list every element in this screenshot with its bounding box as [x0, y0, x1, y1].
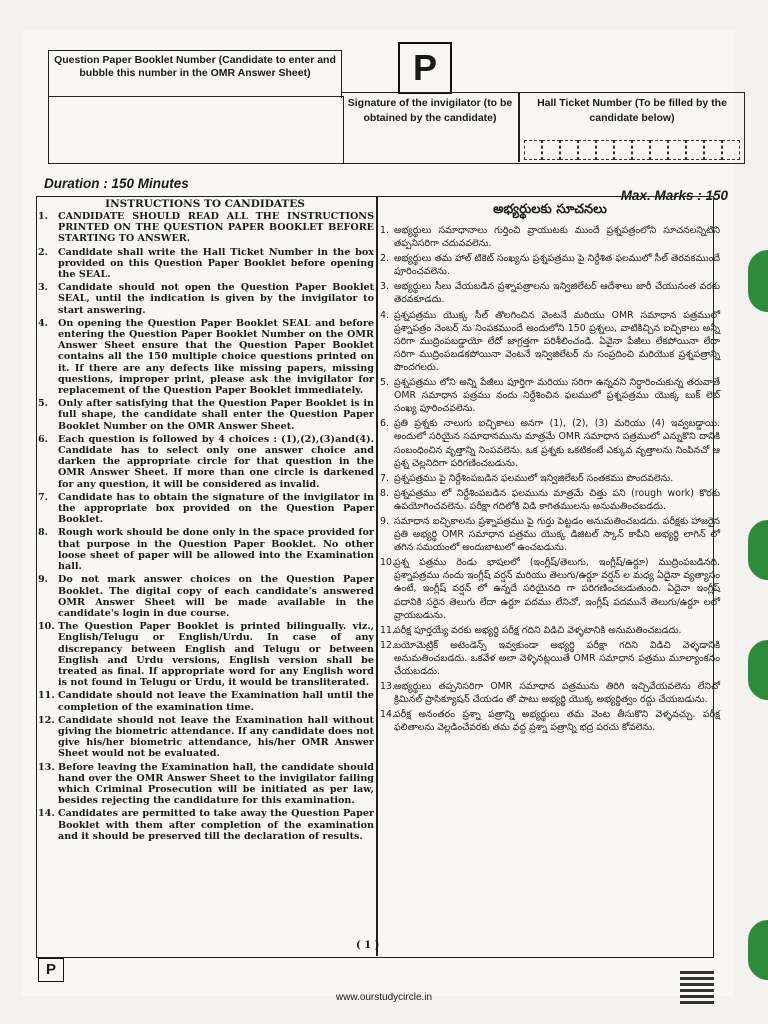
telugu-heading: అభ్యర్థులకు సూచనలు [493, 202, 607, 217]
item-number: 7. [380, 472, 389, 484]
item-number: 10. [38, 621, 55, 633]
telugu-instruction-item [380, 224, 720, 250]
item-text: Candidate has to obtain the signature of the invigilator in the appropriate box provided on the Question Paper Booklet. [58, 491, 374, 526]
column-divider [376, 196, 378, 956]
page-number: ( 1 ) [356, 940, 380, 951]
english-instruction-item [36, 398, 374, 432]
item-text: Candidate should not open the Question Paper Booklet SEAL, until the indication is given by the invigilator to start answering. [58, 282, 374, 316]
english-instruction-item [36, 527, 374, 572]
telugu-instruction-item [380, 680, 720, 706]
digit-box[interactable] [668, 140, 686, 160]
item-text: ప్రశ్నపత్రము లోని అన్ని పేజీలు పూర్తిగా మరియు సరిగా ఉన్నవని నిర్ధారించుకున్న తరువాతే OMR సమాధాన పత్రము నందు నిర్దేశించిన ఫలములో ప్రశ్నపత్రము యొక్క బుక్ లెట్ సంఖ్య పూరించవలెను. [394, 377, 720, 415]
footer-set-code: P [38, 958, 64, 982]
item-number: 5. [38, 398, 49, 410]
item-number: 9. [38, 574, 49, 586]
item-text: On opening the Question Paper Booklet SEAL and before entering the Question Paper Booklet Number on the OMR Answer Sheet ensure that the Question Paper Booklet contains all the 150 multiple choice questions printed on it. If there are any defects like missing papers, missing questions, improper print, please ask the invigilator for replacement of the Question Paper Booklet immediately. [58, 317, 374, 397]
telugu-instruction-item [380, 708, 720, 734]
digit-box[interactable] [596, 140, 614, 160]
item-text: సమాధాన ఐచ్ఛికాలను ప్రశ్నాపత్రము పై గుర్తు పెట్టడం అనుమతించబడదు. పరీక్షకు హాజరైన ప్రతి అభ్యర్థి OMR సమాధాన పత్రము యొక్క డిజిటల్ స్కాన్ కాపీని అభ్యర్థి లాగిన్ లో తగిన సమయంలో అందుబాటులో ఉంచబడును. [394, 515, 720, 554]
item-number: 4. [380, 309, 389, 321]
max-marks: Max. Marks : 150 [620, 188, 728, 203]
item-number: 2. [38, 246, 49, 258]
item-number: 14. [38, 808, 55, 820]
hall-ticket-label: Hall Ticket Number (To be filled by the candidate below) [537, 97, 727, 124]
english-instructions [36, 198, 374, 844]
item-text: Candidate should not leave the Examination hall until the completion of the examination time. [58, 690, 374, 713]
digit-box[interactable] [722, 140, 740, 160]
digit-box[interactable] [686, 140, 704, 160]
item-number: 2. [380, 253, 389, 265]
telugu-instruction-item [380, 624, 720, 637]
item-number: 9. [380, 515, 389, 527]
item-number: 10. [380, 557, 395, 569]
booklet-set-code: P [398, 42, 452, 94]
digit-box[interactable] [614, 140, 632, 160]
item-text: అభ్యర్థులు సమాధానాలు గుర్తించి వ్రాయుటకు ముందే ప్రశ్నపత్రంలోని సూచనలన్నిటిని తప్పనిసరిగా చదువవలెను. [394, 225, 720, 250]
question-booklet-number-label-text: Question Paper Booklet Number (Candidate to enter and bubble this number in the OMR Answer Sheet) [54, 54, 336, 79]
question-booklet-number-label [48, 50, 342, 98]
item-text: Rough work should be done only in the space provided for that purpose in the Question Paper Booklet. No other loose sheet of paper will be allowed into the Examination hall. [58, 527, 374, 573]
english-instruction-item [36, 574, 374, 619]
green-side-tab [748, 520, 768, 580]
english-instruction-item [36, 247, 374, 281]
english-instruction-item [36, 621, 374, 688]
english-heading: INSTRUCTIONS TO CANDIDATES [105, 198, 305, 210]
english-instruction-item [36, 318, 374, 396]
item-text: Candidate shall write the Hall Ticket Number in the box provided on this Question Paper Booklet before opening the SEAL. [58, 246, 374, 281]
item-text: ప్రశ్నపత్రము లో నిర్దేశింపబడిన ఫలమును మాత్రమే చిత్తు పని (rough work) కొరకు ఉపయోగించవలెను. పరీక్షా గదిలోకి విడి కాగితములను అనుమతించబడదు. [394, 487, 720, 512]
green-side-tab [748, 250, 768, 312]
item-text: Only after satisfying that the Question Paper Booklet is in full shape, the candidate shall enter the Question Paper Booklet Number on the OMR Answer Sheet. [58, 398, 374, 432]
item-number: 12. [380, 639, 395, 651]
duration: Duration : 150 Minutes [44, 176, 189, 191]
item-text: Do not mark answer choices on the Question Paper Booklet. The digital copy of each candidate's answered OMR Answer Sheet will be made available in the candidate's login in due course. [58, 574, 374, 619]
english-instruction-item [36, 434, 374, 490]
item-text: పరీక్ష పూర్తయ్యే వరకు అభ్యర్థి పరీక్ష గదిని విడిచి వెళ్ళటానికి అనుమతించబడదు. [394, 624, 682, 636]
digit-box[interactable] [704, 140, 722, 160]
item-text: అభ్యర్థులు తప్పనిసరిగా OMR సమాధాన పత్రమును తిరిగి ఇచ్చివేయవలెను లేనిచో క్రిమినల్ ప్రాసిక్యూషన్ చేయడం తో పాటు అభ్యర్థి యొక్క అభ్యర్థిత్వం రద్దు చేయబడును. [394, 681, 720, 706]
item-text: Candidates are permitted to take away the Question Paper Booklet with them after completion of the examination and it should be preserved till the declaration of results. [58, 808, 374, 842]
telugu-instruction-item [380, 252, 720, 278]
item-number: 11. [380, 624, 395, 636]
telugu-instruction-item [380, 376, 720, 415]
item-number: 1. [38, 211, 49, 222]
item-number: 3. [38, 282, 49, 294]
telugu-instruction-item [380, 417, 720, 469]
telugu-instruction-item [380, 556, 720, 621]
telugu-instruction-item [380, 487, 720, 513]
telugu-instruction-item [380, 639, 720, 678]
item-number: 5. [380, 377, 389, 389]
item-text: The Question Paper Booklet is printed bilingually. viz., English/Telugu or English/Urdu. In case of any discrepancy between English and Telugu or between English and Urdu versions, English version shall be treated as final. If appropriate word for any English word is not found in Telugu or Urdu, it would be transliterated. [58, 621, 374, 689]
telugu-list [380, 224, 720, 734]
item-number: 3. [380, 281, 389, 293]
digit-box[interactable] [524, 140, 542, 160]
english-instruction-item [36, 492, 374, 526]
item-text: Before leaving the Examination hall, the candidate should hand over the OMR Answer Sheet to the invigilator failing which Criminal Prosecution will be initiated as per law, besides rejecting the candidature for this examination. [58, 761, 374, 807]
item-text: ప్రతి ప్రశ్నకు నాలుగు ఐచ్ఛికాలు అనగా (1), (2), (3) మరియు (4) ఇవ్వబడ్డాయి. అందులో సరియైన సమాధానమును మాత్రమే OMR సమాధాన పత్రములో ఎన్నుకొని దానికి సంబంధించిన వృత్తాన్ని నింపవలెను. ఒక ప్రశ్నకు ఒకటికంటే ఎక్కువ వృత్తాలను నింపినచో ఆ ప్రశ్న చెల్లనిదిగా పరిగణించబడును. [394, 418, 720, 469]
item-text: ప్రశ్న పత్రము రెండు భాషలలో (ఇంగ్లీష్/తెలుగు, ఇంగ్లీష్/ఉర్దూ) ముద్రింపబడినది. ప్రశ్నాపత్రము నందు ఇంగ్లీష్ వర్షన్ మరియు తెలుగు/ఉర్దూ వర్షన్ ల మధ్య ఏదైనా వ్యత్యాసం ఉంటే, ఇంగ్లీష్ వర్షన్ లో ఉన్నదే సరియైనది గా పరిగణించబడుతుంది. ఏదైనా ఇంగ్లీష్ పదానికి సరైన తెలుగు లేదా ఉర్దూ పదము లేనిచో, ఇంగ్లీష్ పదమునే తెలుగు/ఉర్దూ లలో వ్రాయబడును. [394, 557, 720, 621]
item-number: 8. [380, 487, 389, 499]
item-number: 1. [380, 225, 389, 236]
item-number: 6. [38, 433, 49, 445]
english-instruction-item [36, 762, 374, 807]
english-instruction-item [36, 211, 374, 245]
item-text: పరీక్ష అనంతరం ప్రశ్నా పత్రాన్ని అభ్యర్థులు తమ వెంట తీసుకొని వెళ్ళవచ్చు. పరీక్ష ఫలితాలను వెల్లడించేవరకు తమ వద్ద ప్రశ్నా పత్రాన్ని భద్ర పరచు కోవలెను. [394, 709, 720, 734]
green-side-tab [748, 920, 768, 980]
item-number: 6. [380, 418, 389, 430]
digit-box[interactable] [560, 140, 578, 160]
item-text: ప్రశ్నపత్రము పై నిర్దేశింపబడిన ఫలములో ఇన్విజిలేటర్ సంతకము పొందవలెను. [394, 472, 674, 484]
item-text: అభ్యర్థులు సీలు వేయబడిన ప్రశ్నాపత్రాలను ఇన్విజిలేటర్ ఆదేశాలు జారీ చేయునంత వరకు తెరవకూడదు. [394, 281, 720, 306]
item-number: 13. [38, 761, 55, 773]
item-text: అభ్యర్థులు తమ హాల్ టికెట్ సంఖ్యను ప్రశ్నపత్రము పై నిర్దేశిత ఫలములో సీల్ తెరవకముందే పూరించవలెను. [394, 253, 720, 278]
item-text: ప్రశ్నపత్రము యొక్క సీల్ తొలగించిన వెంటనే మరియు OMR సమాధాన పత్రములో ప్రశ్నాపత్రం నెంబర్ ను నింపకముందే అందులోని 150 ప్రశ్నలు, వాటికిచ్చిన ఐచ్ఛికాలు అన్నీ సరిగా ముద్రింపబడ్డాయో లేదో జాగ్రత్తగా పరిశీలించండి. ఏవైనా పేజీలు లేకపోయినా లేదా సరిగా ముద్రింపబడకపోయినా వెంటనే ఇన్విజిలేటర్ ను సంప్రదించి మరియొక ప్రశ్నపత్రాన్ని పొందగలరు. [394, 309, 720, 373]
item-number: 8. [38, 527, 49, 539]
telugu-instruction-item [380, 472, 720, 485]
telugu-instruction-item [380, 280, 720, 306]
item-number: 12. [38, 714, 55, 726]
item-number: 4. [38, 317, 49, 329]
website-url[interactable]: www.ourstudycircle.in [335, 992, 433, 1003]
item-number: 14. [380, 709, 395, 721]
english-instruction-item [36, 715, 374, 760]
invigilator-signature-label: Signature of the invigilator (to be obtained by the candidate) [347, 97, 513, 124]
digit-box[interactable] [650, 140, 668, 160]
digit-box[interactable] [632, 140, 650, 160]
telugu-instruction-item [380, 515, 720, 554]
green-side-tab [748, 640, 768, 700]
item-text: Each question is followed by 4 choices : (1),(2),(3)and(4). Candidate has to select only one answer choice and darken the appropriate circle for that question in the OMR Answer Sheet. If more than one circle is darkened for any question, it will be considered as invalid. [58, 433, 374, 490]
telugu-instruction-item [380, 309, 720, 374]
english-instruction-item [36, 282, 374, 316]
question-booklet-number-box[interactable] [48, 96, 344, 164]
english-list [36, 211, 374, 842]
digit-box[interactable] [578, 140, 596, 160]
item-number: 7. [38, 491, 49, 503]
telugu-instructions [380, 198, 720, 736]
item-text: బయోమెట్రిక్ అటెండెన్స్ ఇవ్వకుండా అభ్యర్థి పరీక్షా గదిని విడిచి వెళ్ళడానికి అనుమతించబడదు. ఒకవేళ అలా వెళ్ళినట్లయితే OMR సమాధాన పత్రము మూల్యాంకనం చేయబడదు. [394, 639, 720, 677]
hall-ticket-digit-boxes[interactable] [524, 140, 740, 160]
digit-box[interactable] [542, 140, 560, 160]
english-instruction-item [36, 808, 374, 842]
item-number: 13. [380, 681, 395, 693]
english-instruction-item [36, 690, 374, 712]
item-text: Candidate should not leave the Examination hall without giving the biometric attendance. If any candidate does not give his/her biometric attendance, his/her OMR Answer Sheet would not be evaluated. [58, 714, 374, 760]
item-number: 11. [38, 690, 55, 702]
item-text: CANDIDATE SHOULD READ ALL THE INSTRUCTIONS PRINTED ON THE QUESTION PAPER BOOKLET BEFORE STARTING TO ANSWER. [58, 211, 374, 245]
